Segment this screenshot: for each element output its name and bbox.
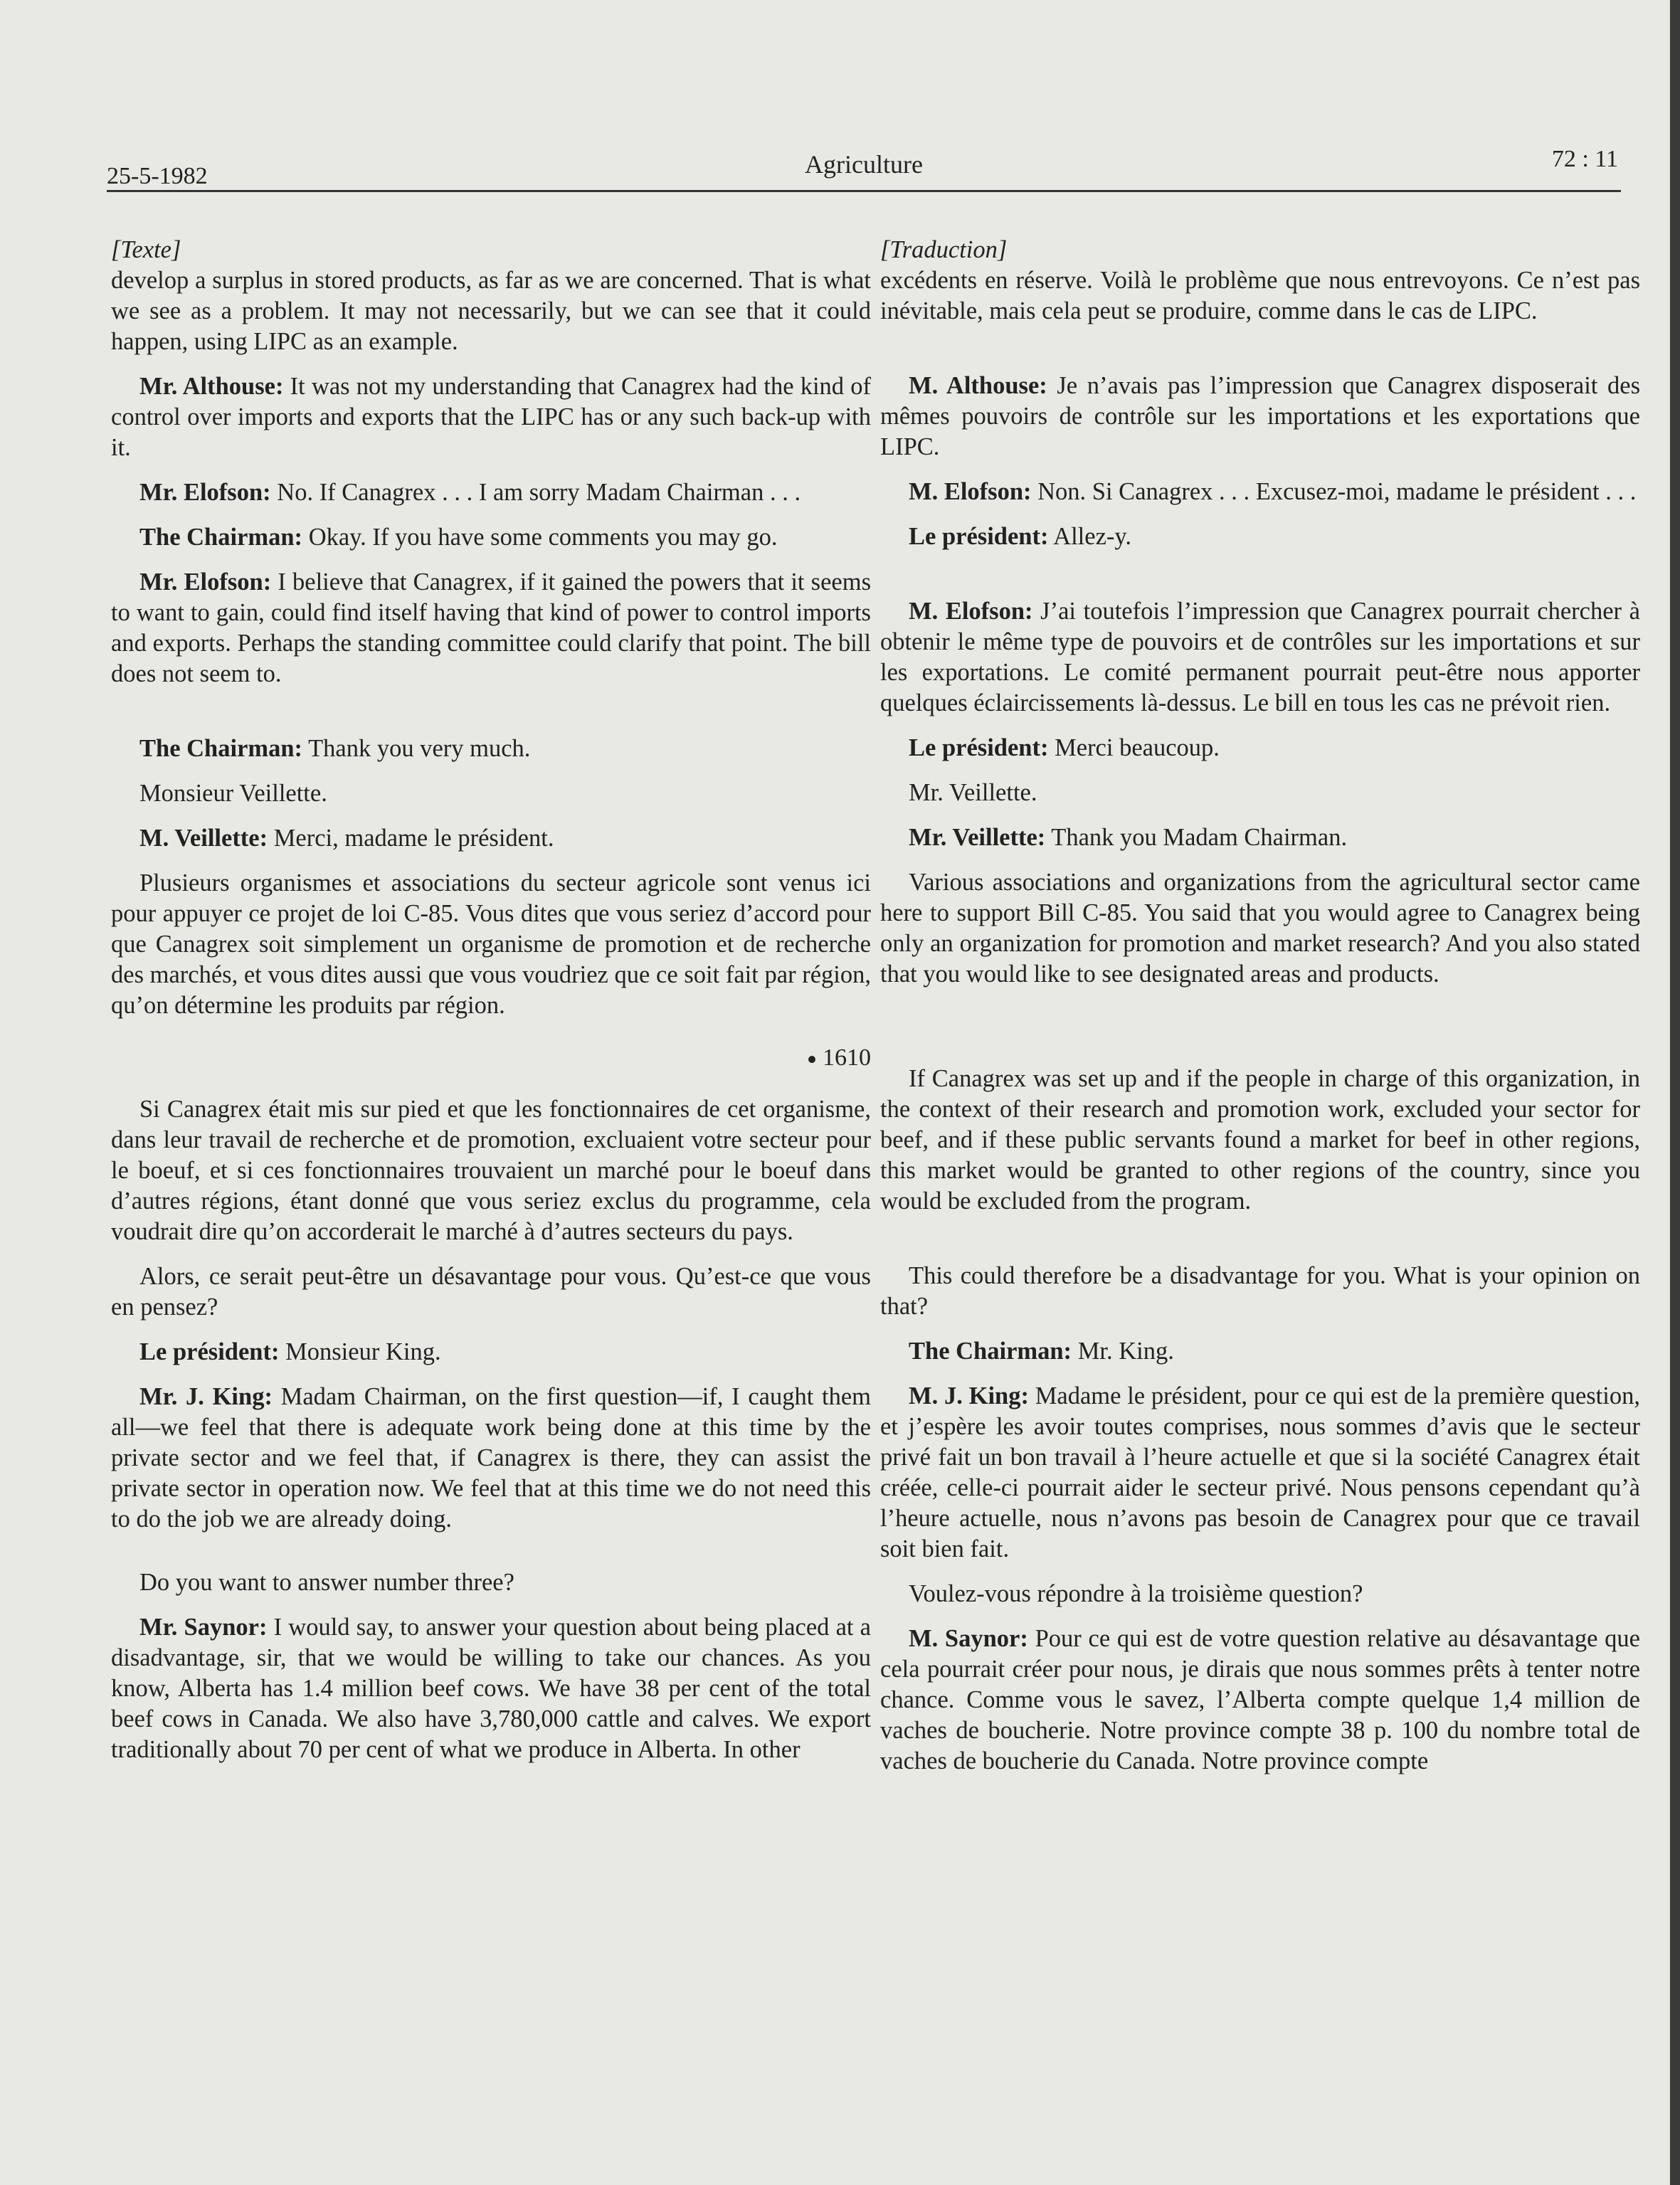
right-paragraph	[880, 1624, 1640, 1777]
speech-text: I believe that Canagrex, if it gained the powers that it seems to want to gain, could find itself having that kind of power to control imports and exports. Perhaps the standing committee could clarify that point. The bill does not seem to.	[111, 568, 871, 687]
right-paragraph	[880, 1336, 1640, 1367]
speech-text: Merci beaucoup.	[1048, 734, 1220, 761]
spacer	[111, 689, 871, 719]
header-title: Agriculture	[805, 150, 923, 179]
time-marker	[111, 1042, 871, 1073]
header-page-number: 72 : 11	[1551, 146, 1618, 172]
speaker-name: M. Veillette:	[139, 825, 268, 852]
speaker-name: The Chairman:	[139, 735, 303, 762]
right-paragraph	[880, 1381, 1640, 1565]
right-paragraph: Various associations and organizations from the agricultural sector came here to support Bill C-85. You said that you would agree to Canagrex being only an organization for promotion and market research? And you also stated that you would like to see designated areas and products.	[880, 869, 1640, 988]
right-column	[880, 235, 1640, 1777]
left-paragraph	[111, 823, 871, 854]
right-paragraph	[880, 522, 1640, 552]
left-paragraph	[111, 1382, 871, 1535]
speech-text: Thank you very much.	[302, 735, 531, 762]
spacer	[880, 1217, 1640, 1247]
left-paragraph	[111, 1337, 871, 1367]
right-paragraph: If Canagrex was set up and if the people in charge of this organization, in the context of their research and promotion work, excluded your sector for beef, and if these public servants found a market for beef in other regions, this market would be granted to other regions of the country, since you would be excluded from the program.	[880, 1065, 1640, 1215]
speech-text: Merci, madame le président.	[268, 825, 554, 852]
speaker-name: The Chairman:	[139, 524, 303, 551]
speech-text: Okay. If you have some comments you may go.	[302, 524, 778, 551]
speaker-name: Mr. Elofson:	[139, 568, 272, 596]
time-marker-text: 1610	[823, 1044, 871, 1071]
speech-text: It was not my understanding that Canagrex had the kind of control over imports and exports that the LIPC has or any such back-up with it.	[111, 373, 871, 461]
header-date: 25-5-1982	[107, 163, 208, 189]
right-paragraph	[880, 371, 1640, 462]
speech-text: Thank you Madam Chairman.	[1045, 824, 1348, 851]
speaker-name: M. Elofson:	[909, 598, 1033, 625]
right-paragraph: Mr. Veillette.	[909, 779, 1037, 806]
left-paragraph: Si Canagrex était mis sur pied et que les fonctionnaires de cet organisme, dans leur travail de recherche et de promotion, excluaient votre secteur pour le boeuf, et si ces fonctionnaires trouvaient un marché pour le boeuf dans d’autres régions, étant donné que vous seriez exclus du programme, cela voudrait dire qu’on accorderait le marché à d’autres secteurs du pays.	[111, 1096, 871, 1245]
speaker-name: M. Elofson:	[909, 478, 1032, 505]
speaker-name: Le président:	[909, 734, 1049, 761]
left-paragraph	[111, 734, 871, 764]
speech-text: Mr. King.	[1072, 1338, 1174, 1365]
speech-text: I would say, to answer your question about being placed at a disadvantage, sir, that we would be willing to take our chances. As you know, Alberta has 1.4 million beef cows. We have 38 per cent of the total beef cows in Canada. We also have 3,780,000 cattle and calves. We export traditionally about 70 per cent of what we produce in Alberta. In other	[111, 1614, 871, 1763]
spacer	[880, 990, 1640, 1020]
left-paragraph	[111, 1612, 871, 1765]
speaker-name: M. Saynor:	[909, 1625, 1028, 1652]
right-paragraph	[880, 822, 1640, 853]
speech-text: Allez-y.	[1048, 523, 1132, 550]
left-paragraph: Alors, ce serait peut-être un désavantage pour vous. Qu’est-ce que vous en pensez?	[111, 1263, 871, 1321]
speech-text: J’ai toutefois l’impression que Canagrex pourrait chercher à obtenir le même type de pouvoirs et de contrôles sur les importations et sur les exportations. Le comité permanent pourrait peut-être nous apporter quelques éclaircissements là-dessus. Le bill en tous les cas ne prévoit rien.	[880, 598, 1640, 716]
speech-text: Non. Si Canagrex . . . Excusez-moi, madame le président . . .	[1031, 478, 1637, 505]
speaker-name: Mr. J. King:	[139, 1383, 273, 1410]
left-paragraph	[111, 522, 871, 553]
speech-text: Monsieur King.	[279, 1338, 441, 1365]
speaker-name: Mr. Veillette:	[909, 824, 1046, 851]
left-paragraph: develop a surplus in stored products, as far as we are concerned. That is what we see as a problem. It may not necessarily, but we can see that it could happen, using LIPC as an example.	[111, 267, 871, 355]
bullet-icon	[808, 1056, 815, 1063]
right-paragraph	[880, 733, 1640, 763]
left-paragraph: Do you want to answer number three?	[139, 1569, 514, 1596]
right-paragraph: Voulez-vous répondre à la troisième question?	[909, 1580, 1363, 1607]
speaker-name: Mr. Althouse:	[139, 373, 284, 400]
scan-border	[1670, 0, 1680, 2185]
spacer	[880, 552, 1640, 582]
speech-text: No. If Canagrex . . . I am sorry Madam Chairman . . .	[270, 479, 801, 506]
right-paragraph	[880, 477, 1640, 507]
speaker-name: Le président:	[139, 1338, 280, 1365]
right-paragraph	[880, 596, 1640, 719]
left-paragraph	[111, 371, 871, 463]
left-paragraph	[111, 567, 871, 689]
speaker-name: The Chairman:	[909, 1338, 1072, 1365]
speech-text: Pour ce qui est de votre question relative au désavantage que cela pourrait créer pour nous, je dirais que nous sommes prêts à tenter notre chance. Comme vous le savez, l’Alberta compte quelque 1,4 million de vaches de boucherie. Notre province compte 38 p. 100 du nombre total de vaches de boucherie du Canada. Notre province compte	[880, 1625, 1640, 1774]
speaker-name: Mr. Elofson:	[139, 479, 271, 506]
spacer	[880, 1020, 1640, 1049]
right-paragraph: excédents en réserve. Voilà le problème que nous entrevoyons. Ce n’est pas inévitable, mais cela peut se produire, comme dans le cas de LIPC.	[880, 267, 1640, 324]
left-paragraph: Monsieur Veillette.	[139, 780, 327, 807]
speech-text: Madame le président, pour ce qui est de la première question, et j’espère les avoir toutes comprises, nous sommes d’avis que le secteur privé fait un bon travail à l’heure actuelle et que si la société Canagrex était créée, celle-ci pourrait aider le secteur privé. Nous pensons cependant qu’à l’heure actuelle, nous n’avons pas besoin de Canagrex pour que ce travail soit bien fait.	[880, 1382, 1640, 1562]
spacer	[111, 1535, 871, 1553]
left-paragraph: Plusieurs organismes et associations du secteur agricole sont venus ici pour appuyer ce projet de loi C-85. Vous dites que vous seriez d’accord pour que Canagrex soit simplement un organisme de promotion et de recherche des marchés, et vous dites aussi que vous voudriez que ce soit fait par région, qu’on détermine les produits par région.	[111, 869, 871, 1019]
right-paragraph: This could therefore be a disadvantage for you. What is your opinion on that?	[880, 1262, 1640, 1320]
left-column	[111, 235, 871, 1765]
page-header	[107, 146, 1621, 192]
speech-text: Je n’avais pas l’impression que Canagrex disposerait des mêmes pouvoirs de contrôle sur les importations et les exportations que LIPC.	[880, 372, 1640, 460]
left-paragraph	[111, 477, 871, 508]
speaker-name: M. J. King:	[909, 1382, 1029, 1409]
speech-text: Madam Chairman, on the first question—if, I caught them all—we feel that there is adequate work being done at this time by the private sector and we feel that, if Canagrex is there, they can assist the private sector in operation now. We feel that at this time we do not need this to do the job we are already doing.	[111, 1383, 871, 1533]
spacer	[880, 327, 1640, 356]
left-section-tag: [Texte]	[111, 236, 181, 263]
speaker-name: Le président:	[909, 523, 1049, 550]
right-section-tag: [Traduction]	[880, 236, 1008, 263]
speaker-name: Mr. Saynor:	[139, 1614, 268, 1641]
speaker-name: M. Althouse:	[909, 372, 1047, 399]
